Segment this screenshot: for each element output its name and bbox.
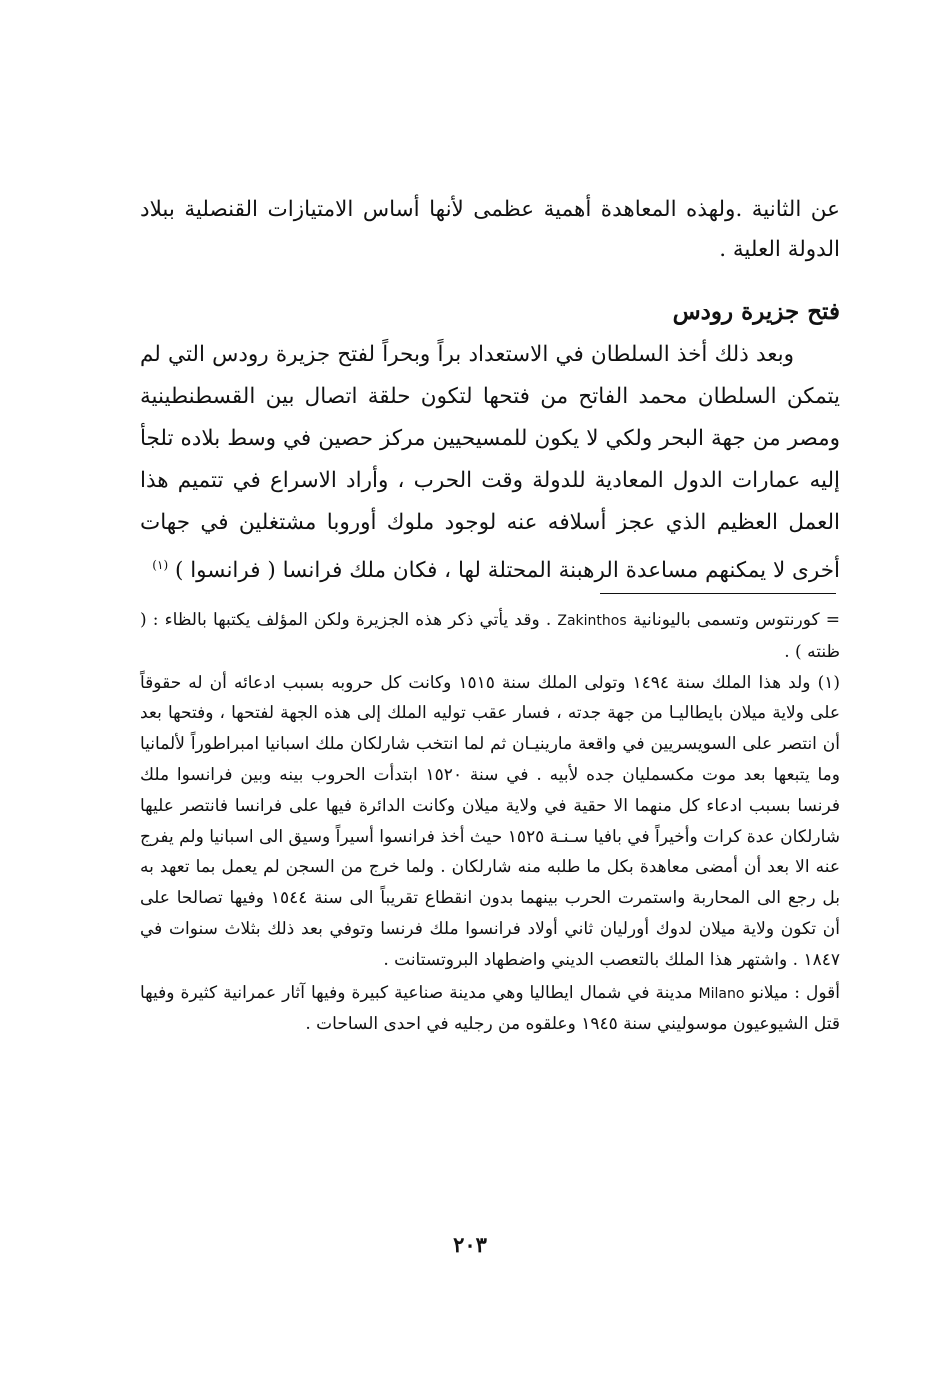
section-heading: فتح جزيرة رودس	[672, 298, 840, 325]
footnote-reference: (١)	[152, 558, 169, 572]
footnote-latin-term: Zakinthos	[557, 613, 627, 629]
intro-paragraph-block	[140, 190, 840, 270]
footnote-1	[140, 668, 840, 976]
addendum-latin-term: Milano	[698, 985, 745, 1002]
footnote-marker: =	[825, 610, 840, 630]
body-paragraph-block	[140, 334, 840, 592]
footnotes-block	[140, 605, 840, 1040]
body-paragraph	[140, 334, 840, 592]
footnote-continued	[140, 605, 840, 668]
addendum-text-continued: مدينة في شمال ايطاليا وهي مدينة صناعية كبيرة وفيها آثار عمرانية كثيرة وفيها قتل الشيوعيون موسوليني سنة ١٩٤٥ وعلقوه من رجليه في احدى الساحات .	[140, 982, 840, 1035]
footnote-text: ولد هذا الملك سنة ١٤٩٤ وتولى الملك سنة ١٥١٥ وكانت كل حروبه بسبب ادعائه أن له حقوقاً على ولاية ميلان بايطاليـا من جهة جدته ، فسار عقب توليه الملك إلى هذه الجهة لفتحها ، وفتحها بعد أن انتصر على السويسريين في واقعة مارينيـان ثم لما انتخب شارلكان ملك اسبانيا امبراطوراً لألمانيا وما يتبعها بعد موت مكسمليان جده لأبيه . في سنة ١٥٢٠ ابتدأت الحروب بينه وبين فرانسوا ملك فرنسا بسبب ادعاء كل منهما الا حقية في ولاية ميلان وكانت الدائرة فيها على فرانسا فانتصر عليها شارلكان عدة كرات وأخيراً في بافيا سـنـة ١٥٢٥ حيث أخذ فرانسوا أسيراً وسيق الى اسبانيا ولم يفرج عنه الا بعد أن أمضى معاهدة بكل ما طلبه منه شارلكان . ولما خرج من السجن لم يعمل بما تعهد به بل رجع الى المحاربة واستمرت الحرب بينهما بدون انقطاع تقريباً الى سنة ١٥٤٤ وفيها تصالحا على أن تكون ولاية ميلان لدوك أورليان ثاني أولاد فرانسوا ملك فرنسا وتوفي بعد ذلك بثلاث سنوات في ١٨٤٧ . واشتهر هذا الملك بالتعصب الديني واضطهاد البروتستانت .	[140, 672, 841, 970]
footnote-divider	[600, 593, 836, 594]
footnote-text: كورنتوس وتسمى باليونانية	[632, 610, 820, 630]
addendum-text: أقول : ميلانو	[750, 982, 840, 1003]
body-paragraph-text: وبعد ذلك أخذ السلطان في الاستعداد براً وبحراً لفتح جزيرة رودس التي لم يتمكن السلطان محمد الفاتح من فتحها لتكون حلقة اتصال بين القسطنطينية ومصر من جهة البحر ولكي لا يكون للمسيحيين مركز حصين في وسط بلاده تلجأ إليه عمارات الدول المعادية للدولة وقت الحرب ، وأراد الاسراع في تتميم هذا العمل العظيم الذي عجز أسلافه عنه لوجود ملوك أوروبا مشتغلين في جهات أخرى لا يمكنهم مساعدة الرهبنة المحتلة لها ، فكان ملك فرانسا ( فرانسوا )	[140, 342, 840, 584]
intro-paragraph: عن الثانية .ولهذه المعاهدة أهمية عظمى لأنها أساس الامتيازات القنصلية ببلاد الدولة العلية .	[140, 197, 840, 262]
editor-addendum	[140, 978, 840, 1041]
page-number: ٢٠٣	[453, 1232, 487, 1257]
footnote-marker: (١)	[817, 672, 841, 693]
footnote-text-continued: . وقد يأتي ذكر هذه الجزيرة ولكن المؤلف يكتبها بالظاء : ( ظنته ) .	[140, 610, 840, 662]
